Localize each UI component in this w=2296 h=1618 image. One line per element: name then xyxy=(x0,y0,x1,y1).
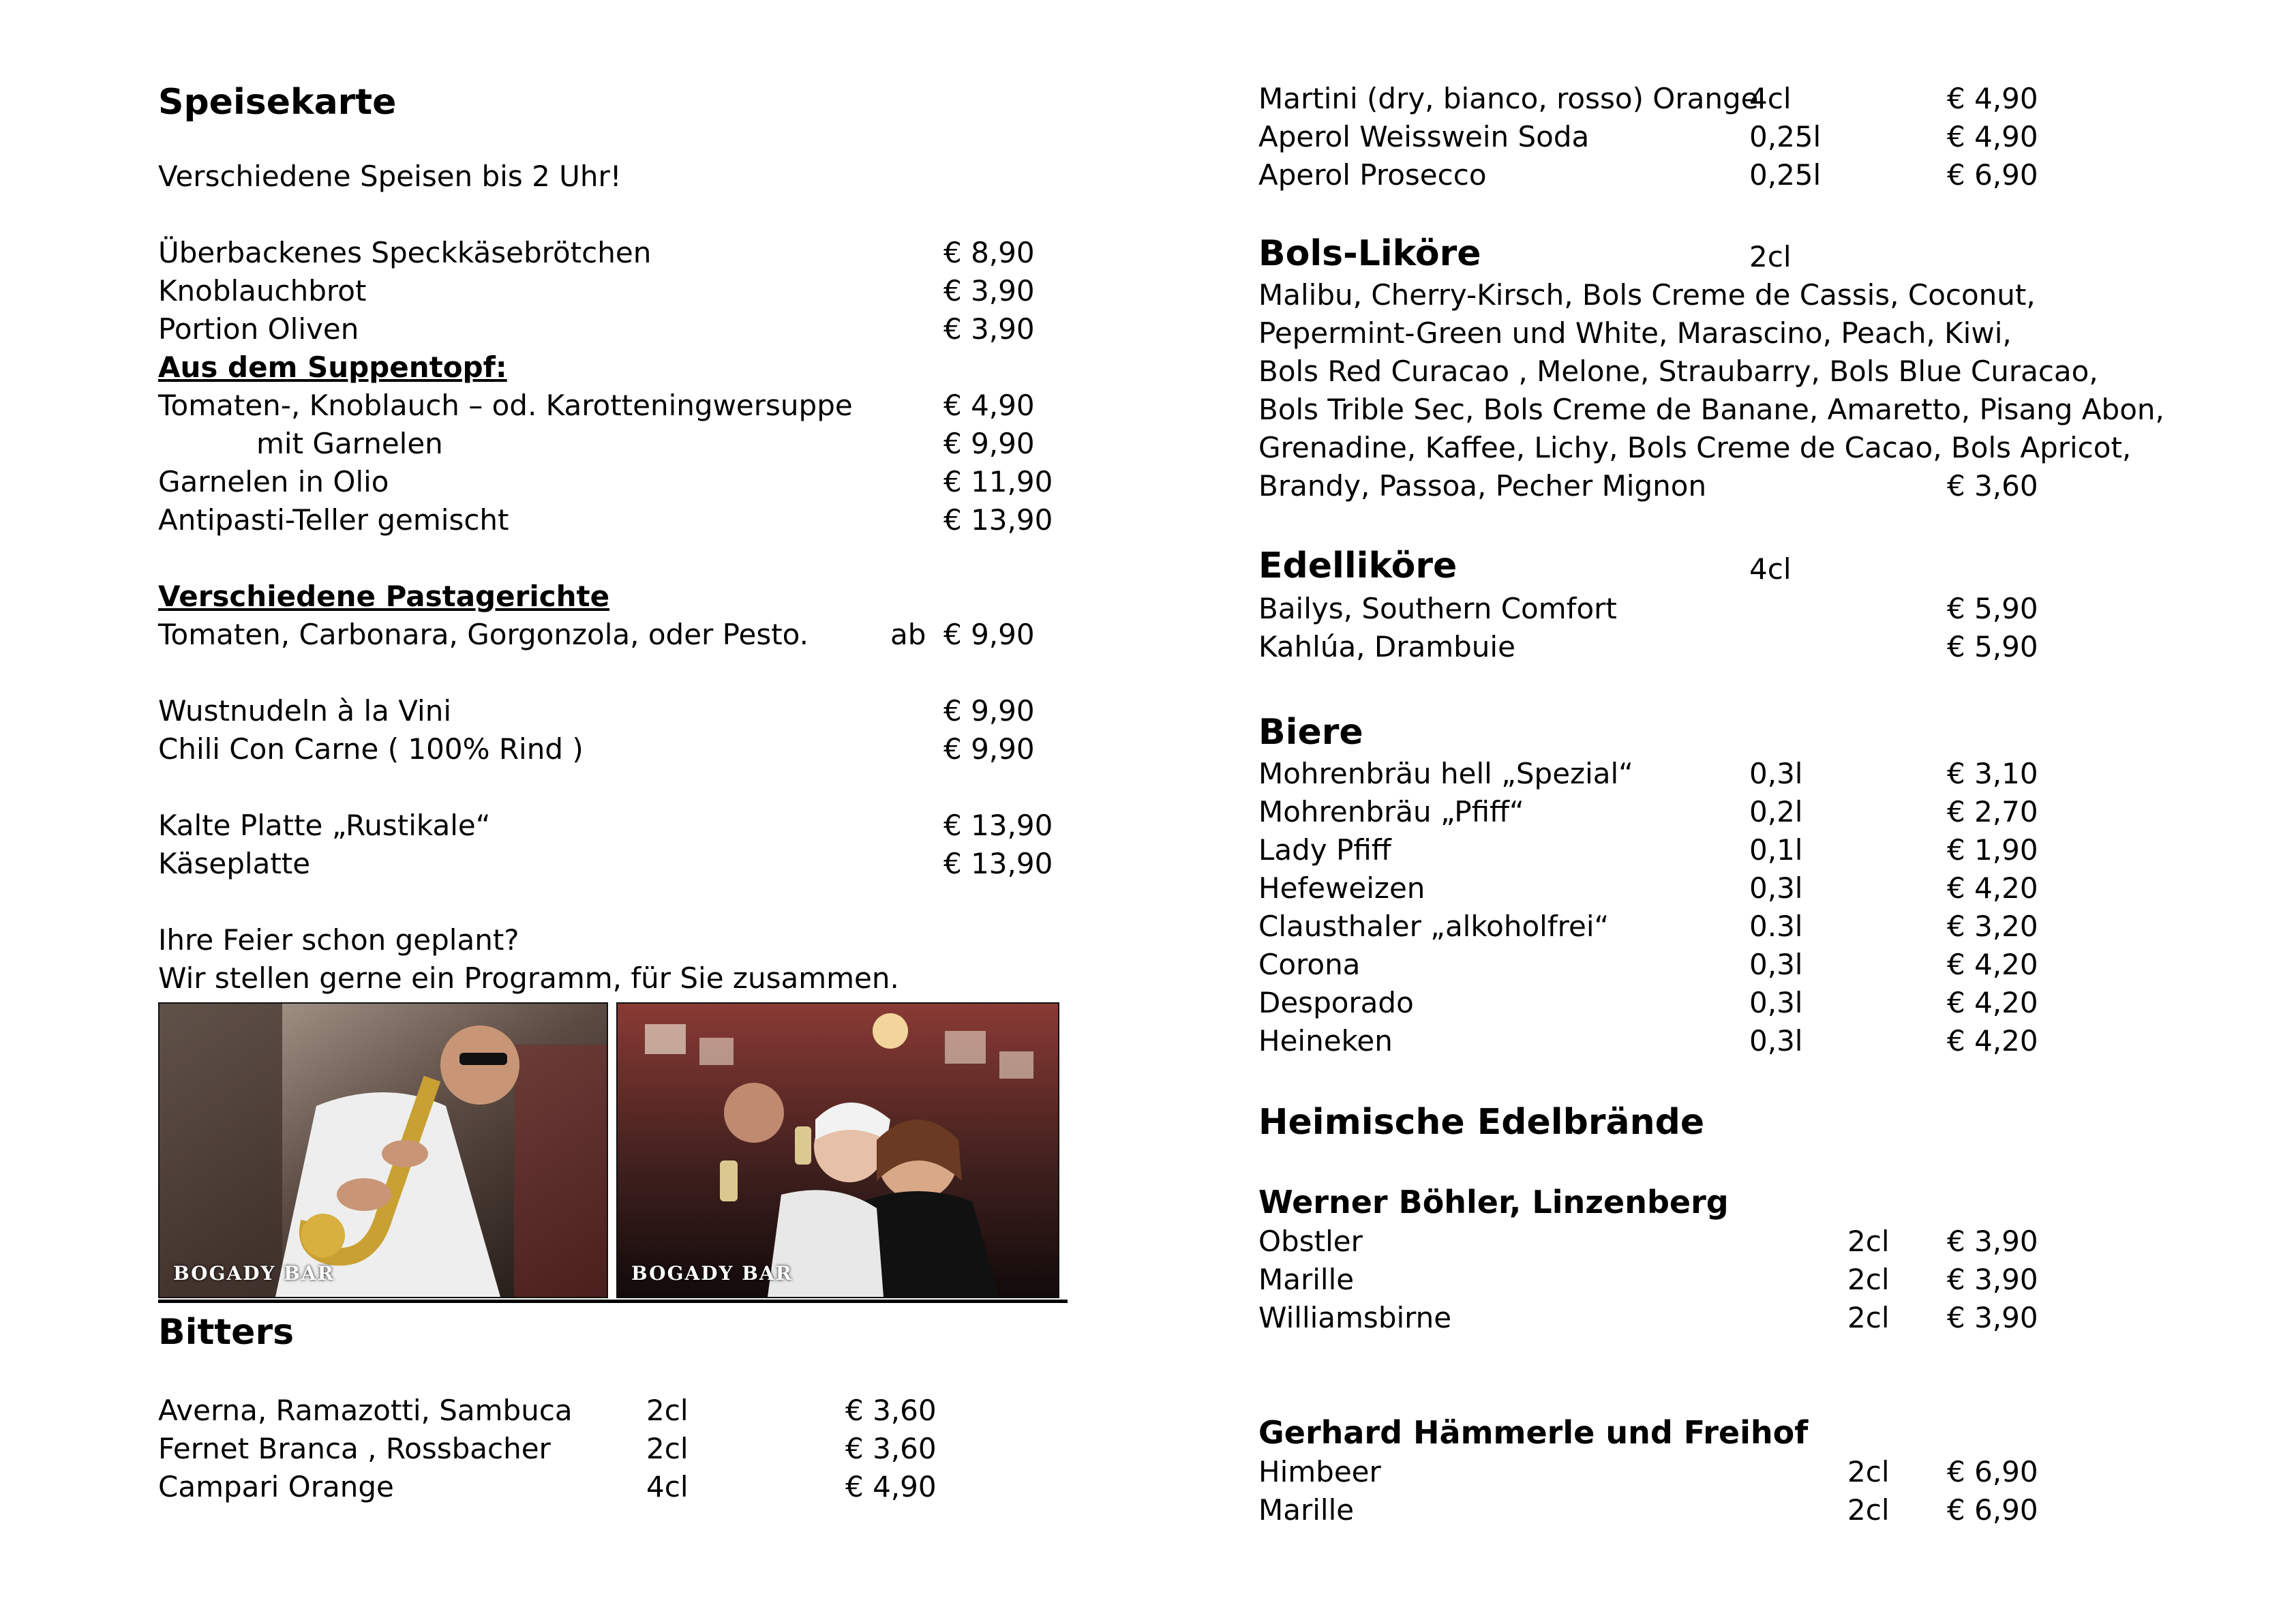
aperitif-item-name: Martini (dry, bianco, rosso) Orange xyxy=(1258,82,1759,115)
food-item-name: Kalte Platte „Rustikale“ xyxy=(158,809,491,842)
bols-size: 2cl xyxy=(1749,240,1792,273)
brand-item-name: Obstler xyxy=(1258,1225,1363,1258)
beer-item-size: 0,2l xyxy=(1749,795,1803,828)
food-item-price: € 9,90 xyxy=(943,694,1035,728)
aperitif-item-size: 0,25l xyxy=(1749,120,1822,153)
brand-item-size: 2cl xyxy=(1847,1493,1890,1527)
soup-item-price: € 11,90 xyxy=(943,465,1053,498)
bitter-item-name: Campari Orange xyxy=(158,1470,394,1503)
soup-item-name: Antipasti-Teller gemischt xyxy=(158,503,509,537)
saxophone-player-photo xyxy=(158,1002,608,1298)
soup-item-price: € 4,90 xyxy=(943,389,1035,422)
party-text-line: Wir stellen gerne ein Programm, für Sie zusammen. xyxy=(158,961,899,995)
bar-logo: BOGADY BAR xyxy=(631,1262,793,1285)
party-text-line: Ihre Feier schon geplant? xyxy=(158,923,519,957)
brand-item-name: Williamsbirne xyxy=(1258,1301,1452,1334)
beer-item-name: Desporado xyxy=(1258,986,1414,1019)
beer-item-name: Heineken xyxy=(1258,1024,1393,1058)
aperitif-item-size: 0,25l xyxy=(1749,158,1822,192)
food-item-price: € 9,90 xyxy=(943,732,1035,766)
bitter-item-price: € 4,90 xyxy=(845,1470,937,1503)
bitter-item-size: 2cl xyxy=(646,1432,689,1465)
beer-item-name: Mohrenbräu „Pfiff“ xyxy=(1258,795,1524,828)
beer-item-size: 0,1l xyxy=(1749,833,1803,867)
food-item-price: € 3,90 xyxy=(943,312,1035,346)
brand-item-size: 2cl xyxy=(1847,1263,1890,1296)
brand-heading: Heimische Edelbrände xyxy=(1258,1102,1705,1143)
beer-item-price: € 4,20 xyxy=(1947,871,2038,905)
edel-item-price: € 5,90 xyxy=(1947,630,2038,663)
section-divider xyxy=(158,1300,1068,1303)
party-guests-photo xyxy=(616,1002,1059,1298)
aperitif-item-price: € 4,90 xyxy=(1947,82,2038,115)
soup-item-name: Tomaten-, Knoblauch – od. Karotteningwersuppe xyxy=(158,389,853,422)
beer-item-name: Hefeweizen xyxy=(1258,871,1425,905)
beer-item-size: 0,3l xyxy=(1749,986,1803,1019)
brand-item-price: € 3,90 xyxy=(1947,1225,2038,1258)
beer-item-size: 0,3l xyxy=(1749,1024,1803,1058)
bols-heading: Bols-Liköre xyxy=(1258,233,1481,274)
aperitif-item-name: Aperol Weisswein Soda xyxy=(1258,120,1590,153)
food-item-name: Chili Con Carne ( 100% Rind ) xyxy=(158,732,584,766)
soup-item-name: Garnelen in Olio xyxy=(158,465,389,498)
bar-logo: BOGADY BAR xyxy=(173,1262,335,1285)
beer-item-size: 0,3l xyxy=(1749,871,1803,905)
aperitif-item-name: Aperol Prosecco xyxy=(1258,158,1487,192)
beer-item-price: € 2,70 xyxy=(1947,795,2038,828)
edel-heading: Edelliköre xyxy=(1258,545,1457,586)
beer-item-price: € 3,10 xyxy=(1947,757,2038,790)
brand-item-name: Marille xyxy=(1258,1263,1355,1296)
producer-name: Gerhard Hämmerle und Freihof xyxy=(1258,1414,1809,1451)
bols-list-line: Bols Red Curacao , Melone, Straubarry, Bols Blue Curacao, xyxy=(1258,355,2098,388)
pasta-heading: Verschiedene Pastagerichte xyxy=(158,580,610,613)
aperitif-item-size: 4cl xyxy=(1749,82,1792,115)
food-item-price: € 13,90 xyxy=(943,809,1053,842)
beer-item-price: € 4,20 xyxy=(1947,1024,2038,1058)
food-item-name: Portion Oliven xyxy=(158,312,359,346)
brand-item-size: 2cl xyxy=(1847,1225,1890,1258)
food-item-name: Käseplatte xyxy=(158,847,311,880)
soup-heading: Aus dem Suppentopf: xyxy=(158,350,507,384)
bitter-item-price: € 3,60 xyxy=(845,1432,937,1465)
brand-item-price: € 3,90 xyxy=(1947,1263,2038,1296)
brand-item-price: € 3,90 xyxy=(1947,1301,2038,1334)
menu-subtitle: Verschiedene Speisen bis 2 Uhr! xyxy=(158,160,622,193)
pasta-item-name: Tomaten, Carbonara, Gorgonzola, oder Pesto. xyxy=(158,618,809,651)
brand-item-size: 2cl xyxy=(1847,1455,1890,1488)
beer-item-name: Corona xyxy=(1258,948,1361,981)
soup-item-name: mit Garnelen xyxy=(256,427,443,460)
bols-list-line: Brandy, Passoa, Pecher Mignon xyxy=(1258,469,1707,503)
beer-item-price: € 4,20 xyxy=(1947,948,2038,981)
pasta-item-price: € 9,90 xyxy=(943,618,1035,651)
bols-price: € 3,60 xyxy=(1947,469,2038,503)
food-item-name: Wustnudeln à la Vini xyxy=(158,694,451,728)
beer-item-name: Mohrenbräu hell „Spezial“ xyxy=(1258,757,1633,790)
pasta-price-prefix: ab xyxy=(890,618,926,651)
beer-item-size: 0.3l xyxy=(1749,910,1803,943)
producer-name: Werner Böhler, Linzenberg xyxy=(1258,1184,1729,1220)
food-item-price: € 8,90 xyxy=(943,236,1035,269)
food-item-price: € 3,90 xyxy=(943,274,1035,308)
brand-item-size: 2cl xyxy=(1847,1301,1890,1334)
beer-item-name: Clausthaler „alkoholfrei“ xyxy=(1258,910,1610,943)
brand-item-name: Marille xyxy=(1258,1493,1355,1527)
edel-size: 4cl xyxy=(1749,552,1792,586)
bols-list-line: Malibu, Cherry-Kirsch, Bols Creme de Cassis, Coconut, xyxy=(1258,278,2036,312)
food-item-name: Überbackenes Speckkäsebrötchen xyxy=(158,236,652,269)
beer-item-name: Lady Pfiff xyxy=(1258,833,1391,867)
soup-item-price: € 13,90 xyxy=(943,503,1053,537)
aperitif-item-price: € 6,90 xyxy=(1947,158,2038,192)
bitter-item-price: € 3,60 xyxy=(845,1394,937,1427)
brand-item-price: € 6,90 xyxy=(1947,1455,2038,1488)
brand-item-name: Himbeer xyxy=(1258,1455,1381,1488)
food-item-name: Knoblauchbrot xyxy=(158,274,367,308)
bols-list-line: Bols Trible Sec, Bols Creme de Banane, Amaretto, Pisang Abon, xyxy=(1258,393,2164,426)
edel-item-price: € 5,90 xyxy=(1947,592,2038,625)
bitter-item-name: Averna, Ramazotti, Sambuca xyxy=(158,1394,573,1427)
beer-item-price: € 3,20 xyxy=(1947,910,2038,943)
beer-item-size: 0,3l xyxy=(1749,948,1803,981)
edel-item-name: Kahlúa, Drambuie xyxy=(1258,630,1515,663)
bols-list-line: Pepermint-Green und White, Marascino, Peach, Kiwi, xyxy=(1258,316,2012,350)
edel-item-name: Bailys, Southern Comfort xyxy=(1258,592,1617,625)
soup-item-price: € 9,90 xyxy=(943,427,1035,460)
bitter-item-size: 2cl xyxy=(646,1394,689,1427)
bitter-item-size: 4cl xyxy=(646,1470,689,1503)
bols-list-line: Grenadine, Kaffee, Lichy, Bols Creme de Cacao, Bols Apricot, xyxy=(1258,431,2132,464)
brand-item-price: € 6,90 xyxy=(1947,1493,2038,1527)
food-item-price: € 13,90 xyxy=(943,847,1053,880)
menu-title: Speisekarte xyxy=(158,82,397,123)
bitters-heading: Bitters xyxy=(158,1312,294,1353)
beer-item-price: € 1,90 xyxy=(1947,833,2038,867)
beer-heading: Biere xyxy=(1258,712,1363,753)
aperitif-item-price: € 4,90 xyxy=(1947,120,2038,153)
beer-item-price: € 4,20 xyxy=(1947,986,2038,1019)
beer-item-size: 0,3l xyxy=(1749,757,1803,790)
bitter-item-name: Fernet Branca , Rossbacher xyxy=(158,1432,551,1465)
